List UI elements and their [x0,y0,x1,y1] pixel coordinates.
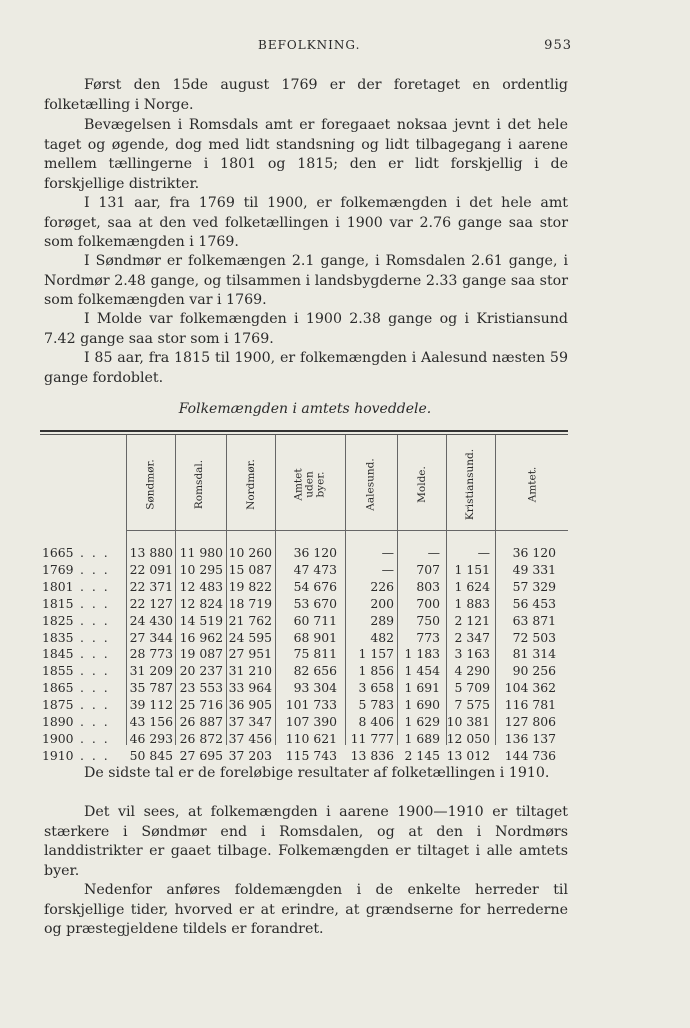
table-cell: 20 237 [179,663,223,679]
table-cell: 72 503 [512,629,556,645]
table-cell: 36 120 [512,545,556,560]
row-year: 1801 [42,578,74,594]
table-cell: 1 624 [454,578,490,594]
table-cell: 27 951 [228,646,272,662]
row-year: 1900 [42,730,74,746]
row-leader-dots: . . . [80,578,110,594]
table-cell: 75 811 [293,646,337,662]
column-header-amtet-uden-byer: Amtet uden byer. [292,467,327,501]
table-cell: 33 964 [228,680,272,696]
table-cell: 1 157 [358,646,394,662]
table-cell: 11 777 [350,730,394,746]
table-row [0,579,690,596]
table-row [0,596,690,613]
table-cell: 22 371 [129,578,173,594]
table-row [0,714,690,731]
table-cell: 24 430 [129,612,173,628]
row-leader-dots: . . . [80,663,110,679]
table-row [0,545,690,562]
table-cell: 13 880 [129,545,173,560]
row-leader-dots: . . . [80,730,110,746]
row-year: 1875 [42,697,74,713]
table-cell: 110 621 [285,730,337,746]
table-cell: 3 658 [358,680,394,696]
table-cell: 28 773 [129,646,173,662]
table-cell: 107 390 [285,714,337,729]
table-cell: — [381,561,394,577]
table-cell: 54 676 [293,578,337,594]
table-cell: 750 [416,612,440,628]
table-row [0,630,690,647]
table-cell: 144 736 [504,747,556,763]
column-header-sondmor: Søndmør. [144,458,157,510]
table-cell: 2 121 [454,612,490,628]
table-row [0,697,690,714]
table-cell: 24 595 [228,629,272,645]
row-leader-dots: . . . [80,595,110,611]
table-cell: 36 905 [228,697,272,713]
row-leader-dots: . . . [80,680,110,696]
table-cell: 1 689 [404,730,440,746]
table-cell: 11 980 [179,545,223,560]
column-header-kristiansund: Kristiansund. [464,448,477,520]
table-cell: 1 629 [404,714,440,729]
table-cell: 43 156 [129,714,173,729]
paragraph-growth-131-years: I 131 aar, fra 1769 til 1900, er folkemængden i det hele amt forøget, saa at den ved folketællingen i 1900 var 2.76 gange saa stor som folkemængden i 1769. [44,195,568,251]
row-leader-dots: . . . [80,545,110,560]
table-cell: 10 295 [179,561,223,577]
column-header-nordmor: Nordmør. [244,458,257,510]
table-cell: 773 [416,629,440,645]
page-number: 953 [544,38,572,53]
table-row [0,748,690,765]
row-year: 1769 [42,561,74,577]
table-cell: 12 483 [179,578,223,594]
table-top-rule [40,430,568,432]
table-cell: 10 381 [446,714,490,729]
row-leader-dots: . . . [80,697,110,713]
row-year: 1835 [42,629,74,645]
row-year: 1825 [42,612,74,628]
row-year: 1665 [42,545,74,560]
table-cell: 13 012 [446,747,490,763]
table-row [0,646,690,663]
row-leader-dots: . . . [80,629,110,645]
table-cell: 26 872 [179,730,223,746]
paragraph-districts: I Søndmør er folkemængen 2.1 gange, i Romsdalen 2.61 gange, i Nordmør 2.48 gange, og tilsammen i landsbygderne 2.33 gange saa stor som folkemængden var i 1769. [44,253,568,309]
table-cell: 26 887 [179,714,223,729]
table-cell: 200 [370,595,394,611]
column-header-molde: Molde. [415,465,428,503]
table-cell: 56 453 [512,595,556,611]
table-cell: 31 209 [129,663,173,679]
column-header-romsdal: Romsdal. [193,459,206,509]
table-cell: 13 836 [350,747,394,763]
table-cell: 31 210 [228,663,272,679]
table-cell: 27 695 [179,747,223,763]
table-cell: 2 145 [404,747,440,763]
table-cell: — [381,545,394,560]
row-year: 1845 [42,646,74,662]
table-row [0,663,690,680]
table-cell: — [477,545,490,560]
table-cell: 101 733 [285,697,337,713]
table-top-rule-thin [40,434,568,435]
table-cell: 289 [370,612,394,628]
table-cell: 1 856 [358,663,394,679]
table-cell: 35 787 [129,680,173,696]
table-cell: 47 473 [293,561,337,577]
table-cell: 4 290 [454,663,490,679]
paragraph-observations: Det vil sees, at folkemængden i aarene 1900—1910 er tiltaget stærkere i Søndmør end i Romsdalen, og at den i Nordmørs landdistrikter er gaaet tilbage. Folkemængden er tiltaget i alle amtets byer. [44,804,568,879]
table-cell: 46 293 [129,730,173,746]
table-row [0,613,690,630]
table-cell: 803 [416,578,440,594]
table-cell: 37 203 [228,747,272,763]
row-leader-dots: . . . [80,646,110,662]
table-cell: 136 137 [504,730,556,746]
table-row [0,680,690,697]
table-row [0,731,690,748]
column-header-amtet: Amtet. [526,466,539,502]
table-cell: 22 091 [129,561,173,577]
table-cell: 12 824 [179,595,223,611]
table-cell: 115 743 [285,747,337,763]
header-title: BEFOLKNING. [258,38,361,52]
table-cell: 8 406 [358,714,394,729]
table-cell: 1 151 [454,561,490,577]
table-cell: 60 711 [293,612,337,628]
table-cell: 1 690 [404,697,440,713]
table-row [0,562,690,579]
paragraph-census-1769: Først den 15de august 1769 er der foretaget en ordentlig folketælling i Norge. [44,77,568,113]
row-year: 1910 [42,747,74,763]
table-cell: 37 347 [228,714,272,729]
table-cell: 39 112 [129,697,173,713]
row-leader-dots: . . . [80,612,110,628]
table-cell: 90 256 [512,663,556,679]
table-cell: 93 304 [293,680,337,696]
paragraph-movement: Bevægelsen i Romsdals amt er foregaaet noksaa jevnt i det hele taget og øgende, dog med lidt standsning og lidt tilbagegang i aarene mellem tællingerne i 1801 og 1815; den er lidt forskjellig i de forskjellige distrikter. [44,117,568,192]
table-cell: 7 575 [454,697,490,713]
table-cell: 18 719 [228,595,272,611]
table-cell: 127 806 [504,714,556,729]
table-cell: 81 314 [512,646,556,662]
table-cell: 5 783 [358,697,394,713]
table-cell: 5 709 [454,680,490,696]
table-cell: 1 183 [404,646,440,662]
table-cell: 1 454 [404,663,440,679]
row-year: 1865 [42,680,74,696]
table-cell: 14 519 [179,612,223,628]
header-bottom-rule [126,530,568,531]
table-cell: 37 456 [228,730,272,746]
table-cell: 3 163 [454,646,490,662]
row-leader-dots: . . . [80,561,110,577]
table-cell: 68 901 [293,629,337,645]
table-cell: 25 716 [179,697,223,713]
table-cell: 63 871 [512,612,556,628]
table-cell: 15 087 [228,561,272,577]
table-cell: 10 260 [228,545,272,560]
table-cell: 82 656 [293,663,337,679]
table-cell: 27 344 [129,629,173,645]
table-cell: — [427,545,440,560]
table-cell: 12 050 [446,730,490,746]
table-cell: 707 [416,561,440,577]
paragraph-preliminary: De sidste tal er de foreløbige resultater af folketællingen i 1910. [84,765,550,781]
table-caption: Folkemængden i amtets hoveddele. [178,401,432,417]
table-cell: 700 [416,595,440,611]
table-cell: 53 670 [293,595,337,611]
table-cell: 104 362 [504,680,556,696]
paragraph-towns: I Molde var folkemængden i 1900 2.38 gange og i Kristiansund 7.42 gange saa stor som i 1769. [44,311,568,347]
row-year: 1815 [42,595,74,611]
table-cell: 2 347 [454,629,490,645]
table-cell: 23 553 [179,680,223,696]
table-cell: 22 127 [129,595,173,611]
table-cell: 482 [370,629,394,645]
table-cell: 116 781 [504,697,556,713]
row-leader-dots: . . . [80,714,110,729]
row-year: 1855 [42,663,74,679]
table-cell: 49 331 [512,561,556,577]
table-cell: 226 [370,578,394,594]
table-cell: 57 329 [512,578,556,594]
table-cell: 1 691 [404,680,440,696]
table-cell: 1 883 [454,595,490,611]
paragraph-aalesund: I 85 aar, fra 1815 til 1900, er folkemængden i Aalesund næsten 59 gange fordoblet. [44,350,568,386]
paragraph-herreder: Nedenfor anføres foldemængden i de enkelte herreder til forskjellige tider, hvorved er at erindre, at grændserne for herrederne og præstegjeldene tildels er forandret. [44,882,568,938]
column-header-aalesund: Aalesund. [364,457,377,511]
table-cell: 50 845 [129,747,173,763]
row-year: 1890 [42,714,74,729]
table-cell: 16 962 [179,629,223,645]
table-cell: 19 087 [179,646,223,662]
table-cell: 21 762 [228,612,272,628]
table-cell: 36 120 [293,545,337,560]
table-cell: 19 822 [228,578,272,594]
row-leader-dots: . . . [80,747,110,763]
